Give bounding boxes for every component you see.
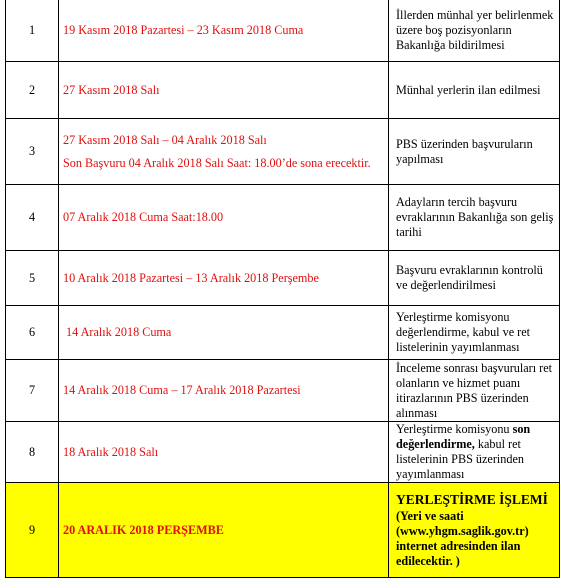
row-number: 1 [6,0,59,62]
row-description: Adayların tercih başvuru evraklarının Bakanlığa son geliş tarihi [389,185,560,251]
table-row-highlighted [6,483,560,578]
row-description [389,422,560,483]
row-description-title: YERLEŞTİRME İŞLEMİ [396,492,548,507]
row-date: 27 Kasım 2018 Salı [59,62,389,119]
table-row [6,422,560,483]
row-description: Münhal yerlerin ilan edilmesi [389,62,560,119]
row-number: 9 [6,483,59,578]
table-row [6,119,560,185]
table-row [6,251,560,306]
row-description: Yerleştirme komisyonu değerlendirme, kabul ve ret listelerinin yayımlanması [389,306,560,360]
row-date: 27 Kasım 2018 Salı – 04 Aralık 2018 Salı [63,132,267,147]
table-row [6,306,560,360]
row-number: 4 [6,185,59,251]
table-row [6,0,560,62]
row-date-cell [59,119,389,185]
row-date: 07 Aralık 2018 Cuma Saat:18.00 [59,185,389,251]
row-number: 6 [6,306,59,360]
row-description-part: kabul ret listelerinin PBS üzerinden yayımlanması [396,437,524,481]
row-description-emphasis: son değerlendirme, [396,422,531,451]
row-description: Başvuru evraklarının kontrolü ve değerlendirilmesi [389,251,560,306]
row-description: (Yeri ve saati (www.yhgm.saglik.gov.tr) internet adresinden ilan edilecektir. ) [396,509,529,568]
row-description: İllerden münhal yer belirlenmek üzere boş pozisyonların Bakanlığa bildirilmesi [389,0,560,62]
row-date: 14 Aralık 2018 Cuma [59,306,389,360]
row-description: İnceleme sonrası başvuruları ret olanların ve hizmet puanı itirazlarının PBS üzerinden alınması [389,360,560,422]
row-date: 19 Kasım 2018 Pazartesi – 23 Kasım 2018 Cuma [59,0,389,62]
row-number: 8 [6,422,59,483]
table-row [6,62,560,119]
row-date-note: Son Başvuru 04 Aralık 2018 Salı Saat: 18.00’de sona erecektir. [63,155,371,170]
row-description-cell [389,483,560,578]
row-number: 3 [6,119,59,185]
row-date: 20 ARALIK 2018 PERŞEMBE [59,483,389,578]
row-number: 2 [6,62,59,119]
row-number: 7 [6,360,59,422]
table-row [6,360,560,422]
row-date: 14 Aralık 2018 Cuma – 17 Aralık 2018 Pazartesi [59,360,389,422]
row-number: 5 [6,251,59,306]
table-row [6,185,560,251]
row-date: 10 Aralık 2018 Pazartesi – 13 Aralık 2018 Perşembe [59,251,389,306]
row-date: 18 Aralık 2018 Salı [59,422,389,483]
row-description: PBS üzerinden başvuruların yapılması [389,119,560,185]
schedule-table [5,0,560,578]
row-description-part: Yerleştirme komisyonu [396,422,513,436]
